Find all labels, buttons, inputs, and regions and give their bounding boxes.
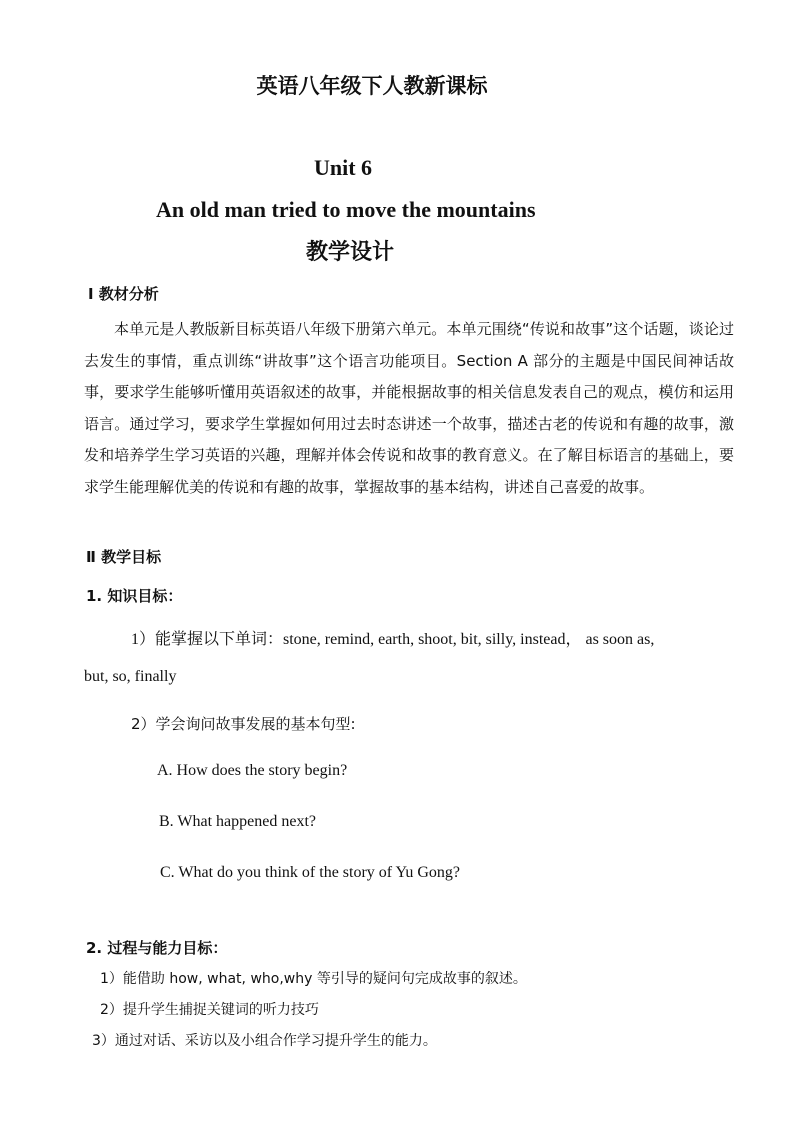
process-goals-heading: 2. 过程与能力目标： [86, 939, 228, 957]
sentence-pattern-b: B. What happened next? [159, 813, 316, 830]
main-title: 英语八年级下人教新课标 [256, 74, 488, 98]
process-goal-item: 2）提升学生捕捉关键词的听力技巧 [100, 1002, 319, 1018]
vocabulary-line-2: but, so, finally [84, 668, 177, 685]
material-analysis-paragraph: 本单元是人教版新目标英语八年级下册第六单元。本单元围绕“传说和故事”这个话题，谈论过去发生的事情，重点训练“讲故事”这个语言功能项目。Section A 部分的主题是中国民间神话故事，要求学生能够听懂用英语叙述的故事，并能根据故事的相关信息发表自己的观点，模仿和运用语言。通过学习，要求学生掌握如何用过去时态讲述一个故事，描述古老的传说和有趣的故事，激发和培养学生学习英语的兴趣，理解并体会传说和故事的教育意义。在了解目标语言的基础上，要求学生能理解优美的传说和有趣的故事，掌握故事的基本结构，讲述自己喜爱的故事。 [84, 320, 734, 496]
design-title: 教学设计 [305, 240, 394, 265]
knowledge-goals-heading: 1. 知识目标： [86, 587, 183, 605]
lesson-subtitle: An old man tried to move the mountains [156, 197, 536, 222]
unit-title: Unit 6 [313, 155, 373, 180]
process-goal-item: 1）能借助 how, what, who,why 等引导的疑问句完成故事的叙述。 [100, 971, 527, 987]
section-heading-teaching-goals: Ⅱ 教学目标 [86, 548, 162, 566]
section-heading-material-analysis: Ⅰ 教材分析 [88, 285, 159, 303]
sentence-patterns-label: 2）学会询问故事发展的基本句型: [131, 715, 356, 733]
vocabulary-line-1: 1）能掌握以下单词：stone, remind, earth, shoot, bit, silly, instead， as soon as, [131, 631, 655, 648]
sentence-pattern-a: A. How does the story begin? [157, 762, 348, 779]
sentence-pattern-c: C. What do you think of the story of Yu Gong? [160, 864, 460, 881]
process-goal-item: 3）通过对话、采访以及小组合作学习提升学生的能力。 [92, 1033, 437, 1049]
